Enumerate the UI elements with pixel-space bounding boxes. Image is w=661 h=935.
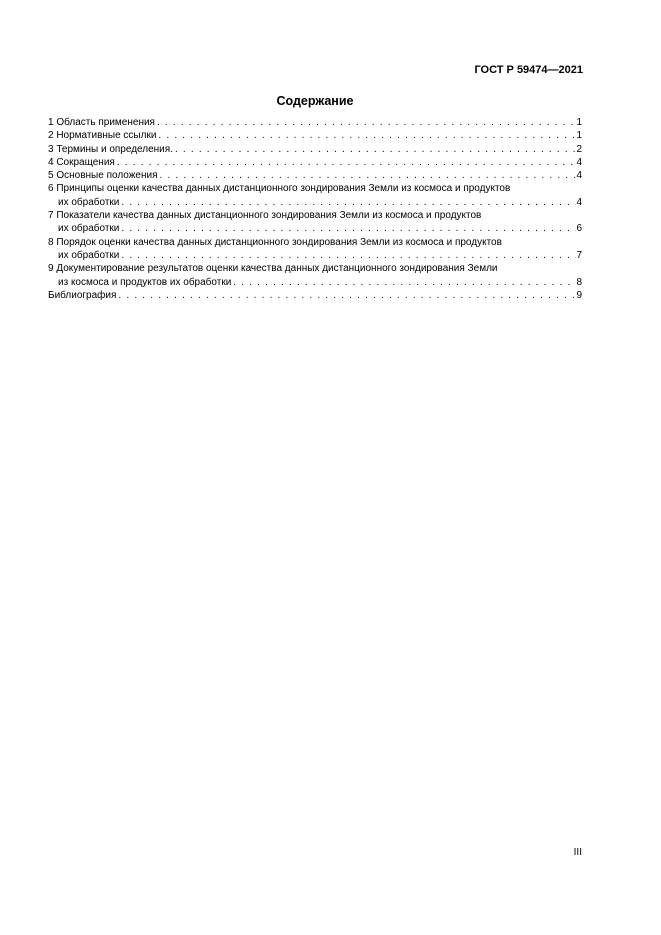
toc-leader-dots [158,169,577,182]
toc-line-continuation [48,196,582,209]
toc-page-number: 4 [576,196,582,208]
toc-page-number: 6 [576,223,582,235]
toc-entry-1[interactable] [48,116,582,129]
toc-entry-text: их обработки [58,196,120,208]
toc-title: Содержание [276,94,354,108]
toc-line [48,262,582,275]
toc-entry-text: их обработки [58,249,120,261]
toc-line [48,169,582,182]
toc-entry-text: 3 Термины и определения. [48,143,173,155]
toc-entry-text: 9 Документирование результатов оценки качества данных дистанционного зондирования Земли [48,263,498,275]
toc-entry-3[interactable] [48,143,582,156]
toc-leader-dots [155,116,576,129]
toc-page-number: 8 [576,276,582,288]
toc-line [48,143,582,156]
toc-leader-dots [116,289,576,302]
toc-entry-8[interactable] [48,236,582,263]
toc-entry-text: их обработки [58,223,120,235]
toc-page-number: 1 [576,117,582,128]
toc-line-continuation [48,249,582,262]
toc-entry-text: 7 Показатели качества данных дистанционного зондирования Земли из космоса и продуктов [48,210,482,222]
toc-entry-text: 6 Принципы оценки качества данных дистанционного зондирования Земли из космоса и продуктов [48,183,511,195]
toc-page-number: 7 [576,249,582,261]
toc-line [48,236,582,249]
toc-line [48,129,582,142]
page-number: III [573,847,582,858]
toc-entry-text: из космоса и продуктов их обработки [58,276,232,288]
toc-entry-text: 8 Порядок оценки качества данных дистанционного зондирования Земли из космоса и продуктов [48,236,502,248]
table-of-contents [48,116,582,302]
toc-line-continuation [48,276,582,289]
toc-entry-text: 2 Нормативные ссылки [48,130,157,142]
toc-entry-2[interactable] [48,129,582,142]
toc-entry-6[interactable] [48,182,582,209]
toc-entry-bibliography[interactable] [48,289,582,302]
toc-page-number: 1 [576,130,582,142]
toc-entry-7[interactable] [48,209,582,236]
toc-line [48,182,582,195]
toc-line [48,209,582,222]
toc-entry-text: 4 Сокращения [48,156,115,168]
toc-leader-dots [119,196,576,209]
toc-page-number: 9 [576,289,582,301]
toc-leader-dots [115,156,577,169]
toc-line [48,116,582,129]
toc-page-number: 2 [576,143,582,155]
toc-entry-text: 5 Основные положения [48,170,158,182]
standard-code: ГОСТ Р 59474—2021 [474,64,583,76]
toc-page-number: 4 [576,156,582,168]
toc-page-number: 4 [576,170,582,182]
toc-entry-5[interactable] [48,169,582,182]
toc-entry-4[interactable] [48,156,582,169]
toc-entry-9[interactable] [48,262,582,289]
toc-leader-dots [231,276,576,289]
toc-leader-dots [119,222,576,235]
toc-leader-dots [173,143,576,156]
toc-line [48,289,582,302]
toc-leader-dots [119,249,576,262]
toc-line [48,156,582,169]
toc-entry-text: Библиография [48,289,117,301]
toc-leader-dots [156,129,576,142]
toc-entry-text: 1 Область применения [48,117,155,128]
toc-line-continuation [48,222,582,235]
